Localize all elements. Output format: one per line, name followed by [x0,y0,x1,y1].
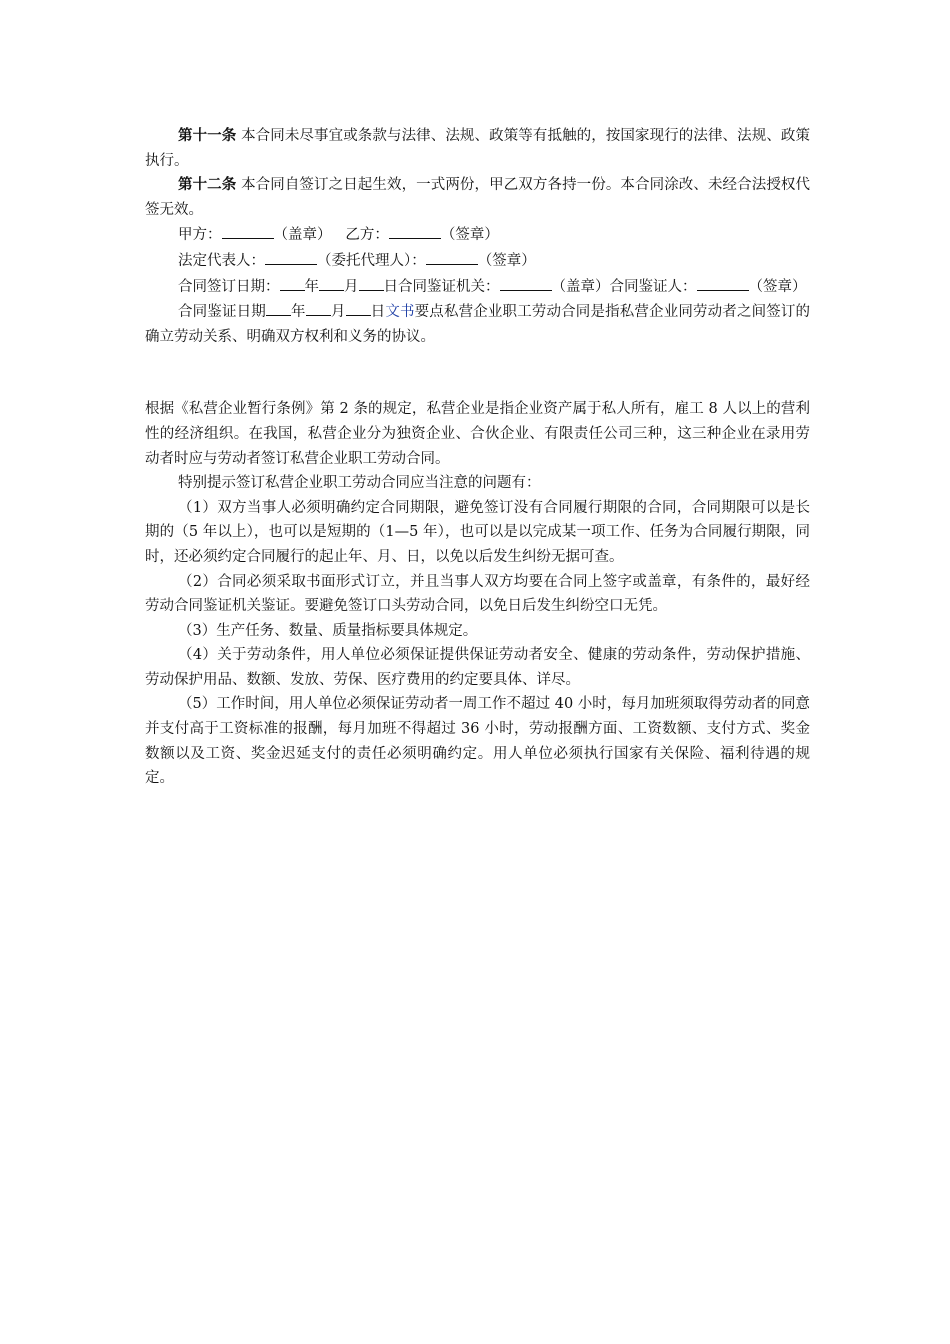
verifier-label: 合同鉴证人： [609,278,697,295]
verify-year-blank [266,299,291,316]
signature-line-parties [145,222,810,248]
item-1: （1）双方当事人必须明确约定合同期限，避免签订没有合同履行期限的合同，合同期限可以是长期的（5 年以上），也可以是短期的（1—5 年），也可以是以完成某一项工作、任务为合同履行期限，同时，还必须约定合同履行的起止年、月、日，以免以后发生纠纷无据可查。 [145,499,810,565]
document-link[interactable]: 文书 [385,304,415,321]
document-page [145,124,810,791]
party-b-label: 乙方： [345,227,389,244]
party-a-seal: （盖章） [273,227,332,244]
article-12-heading: 第十二条 [178,177,237,194]
verify-date-paragraph [145,299,810,349]
sign-month-blank [319,274,344,291]
day-org-label: 日合同鉴证机关： [383,278,500,295]
sign-year-blank [280,274,305,291]
item-2: （2）合同必须采取书面形式订立，并且当事人双方均要在合同上签字或盖章，有条件的，最好经劳动合同鉴证机关鉴证。要避免签订口头劳动合同，以免日后发生纠纷空口无凭。 [145,573,810,615]
article-11 [145,124,810,173]
article-12 [145,173,810,222]
agent-label: （委托代理人）： [317,252,426,269]
org-blank [500,274,552,291]
verify-year-label: 年 [290,304,306,321]
signature-line-representative [145,248,810,274]
verifier-blank [697,274,749,291]
sign-date-label: 合同签订日期： [178,278,280,295]
legal-rep-blank [265,248,317,265]
article-12-text: 本合同自签订之日起生效，一式两份，甲乙双方各持一份。本合同涂改、未经合法授权代签无效。 [145,177,811,218]
party-a-label: 甲方： [178,227,222,244]
item-5: （5）工作时间，用人单位必须保证劳动者一周工作不超过 40 小时，每月加班须取得劳动者的同意并支付高于工资标准的报酬，每月加班不得超过 36 小时，劳动报酬方面、工资数额、支付方式、奖金数额以及工资、奖金迟延支付的责任必须明确约定。用人单位必须执行国家有关保险、福利待遇的规定。 [145,696,810,787]
verify-day-label: 日 [370,304,386,321]
item-3: （3）生产任务、数量、质量指标要具体规定。 [178,622,478,639]
party-b-blank [389,222,441,239]
verify-date-label: 合同鉴证日期 [178,304,266,321]
sign-day-blank [359,274,384,291]
verify-month-blank [306,299,331,316]
legal-rep-label: 法定代表人： [178,252,265,269]
sign-month-label: 月 [344,278,359,295]
org-seal: （盖章） [551,278,610,295]
party-a-blank [222,222,274,239]
verify-day-blank [346,299,371,316]
article-11-text: 本合同未尽事宜或条款与法律、法规、政策等有抵触的，按国家现行的法律、法规、政策执行。 [145,128,811,169]
agent-blank [426,248,478,265]
sign-year-label: 年 [304,278,319,295]
section-gap [145,349,810,397]
article-11-heading: 第十一条 [178,128,237,144]
item-4: （4）关于劳动条件，用人单位必须保证提供保证劳动者安全、健康的劳动条件，劳动保护措施、劳动保护用品、数额、发放、劳保、医疗费用的约定要具体、详尽。 [145,647,810,688]
party-b-sign: （签章） [440,227,499,244]
intro-text: 要点私营企业职工劳动合同是指私营企业同劳动者之间签订的确立劳动关系、明确双方权利和义务的协议。 [145,304,811,345]
notice-paragraph: 特别提示签订私营企业职工劳动合同应当注意的问题有： [178,475,541,492]
verifier-sign: （签章） [748,278,807,295]
basis-paragraph: 根据《私营企业暂行条例》第 2 条的规定，私营企业是指企业资产属于私人所有，雇工 8 人以上的营利性的经济组织。在我国，私营企业分为独资企业、合伙企业、有限责任公司三种，这三种企业在录用劳动者时应与劳动者签订私营企业职工劳动合同。 [145,401,810,467]
agent-sign: （签章） [477,252,536,269]
verify-month-label: 月 [330,304,346,321]
signature-line-date [145,274,810,300]
